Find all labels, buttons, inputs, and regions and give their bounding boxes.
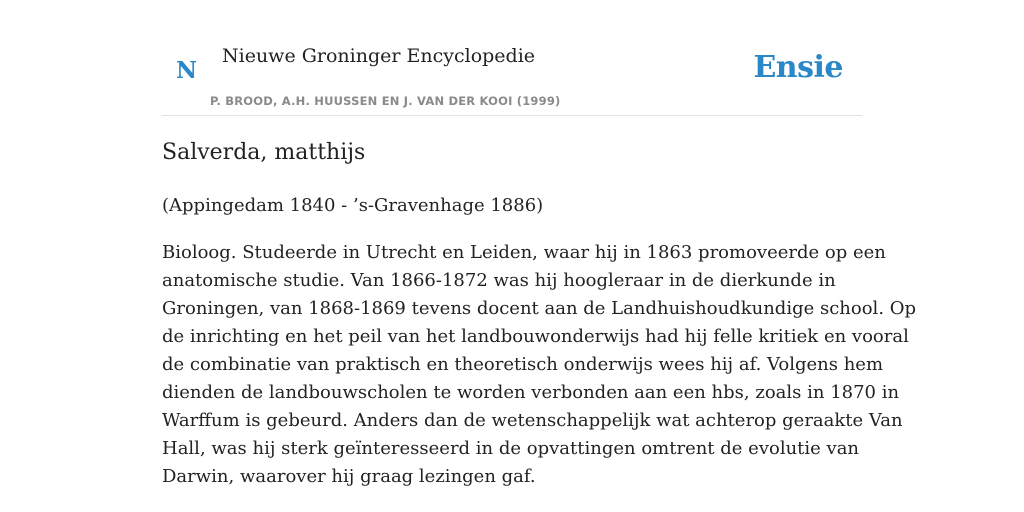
body-line: Darwin, waarover hij graag lezingen gaf. [162, 466, 536, 487]
body-line: de inrichting en het peil van het landbouwonderwijs had hij felle kritiek en vooral [162, 326, 909, 347]
entry-subtitle: (Appingedam 1840 - ’s-Gravenhage 1886) [162, 195, 544, 216]
header [162, 30, 862, 116]
entry-body [162, 239, 917, 491]
book-authors: P. BROOD, A.H. HUUSSEN EN J. VAN DER KOOI (1999) [210, 94, 561, 108]
source-logo[interactable]: N [176, 57, 198, 84]
body-line: Groningen, van 1868-1869 tevens docent aan de Landhuishoudkundige school. Op [162, 298, 917, 319]
body-line: Hall, was hij sterk geïnteresseerd in de opvattingen omtrent de evolutie van [162, 438, 860, 459]
body-line: Bioloog. Studeerde in Utrecht en Leiden, waar hij in 1863 promoveerde op een [162, 242, 886, 263]
entry-title: Salverda, matthijs [162, 140, 366, 165]
body-line: anatomische studie. Van 1866-1872 was hij hoogleraar in de dierkunde in [162, 270, 836, 291]
book-title[interactable]: Nieuwe Groninger Encyclopedie [222, 45, 536, 67]
body-line: Warffum is gebeurd. Anders dan de wetenschappelijk wat achterop geraakte Van [162, 410, 903, 431]
body-line: dienden de landbouwscholen te worden verbonden aan een hbs, zoals in 1870 in [162, 382, 900, 403]
body-line: de combinatie van praktisch en theoretisch onderwijs wees hij af. Volgens hem [162, 354, 884, 375]
brand-logo[interactable]: Ensie [753, 50, 843, 85]
